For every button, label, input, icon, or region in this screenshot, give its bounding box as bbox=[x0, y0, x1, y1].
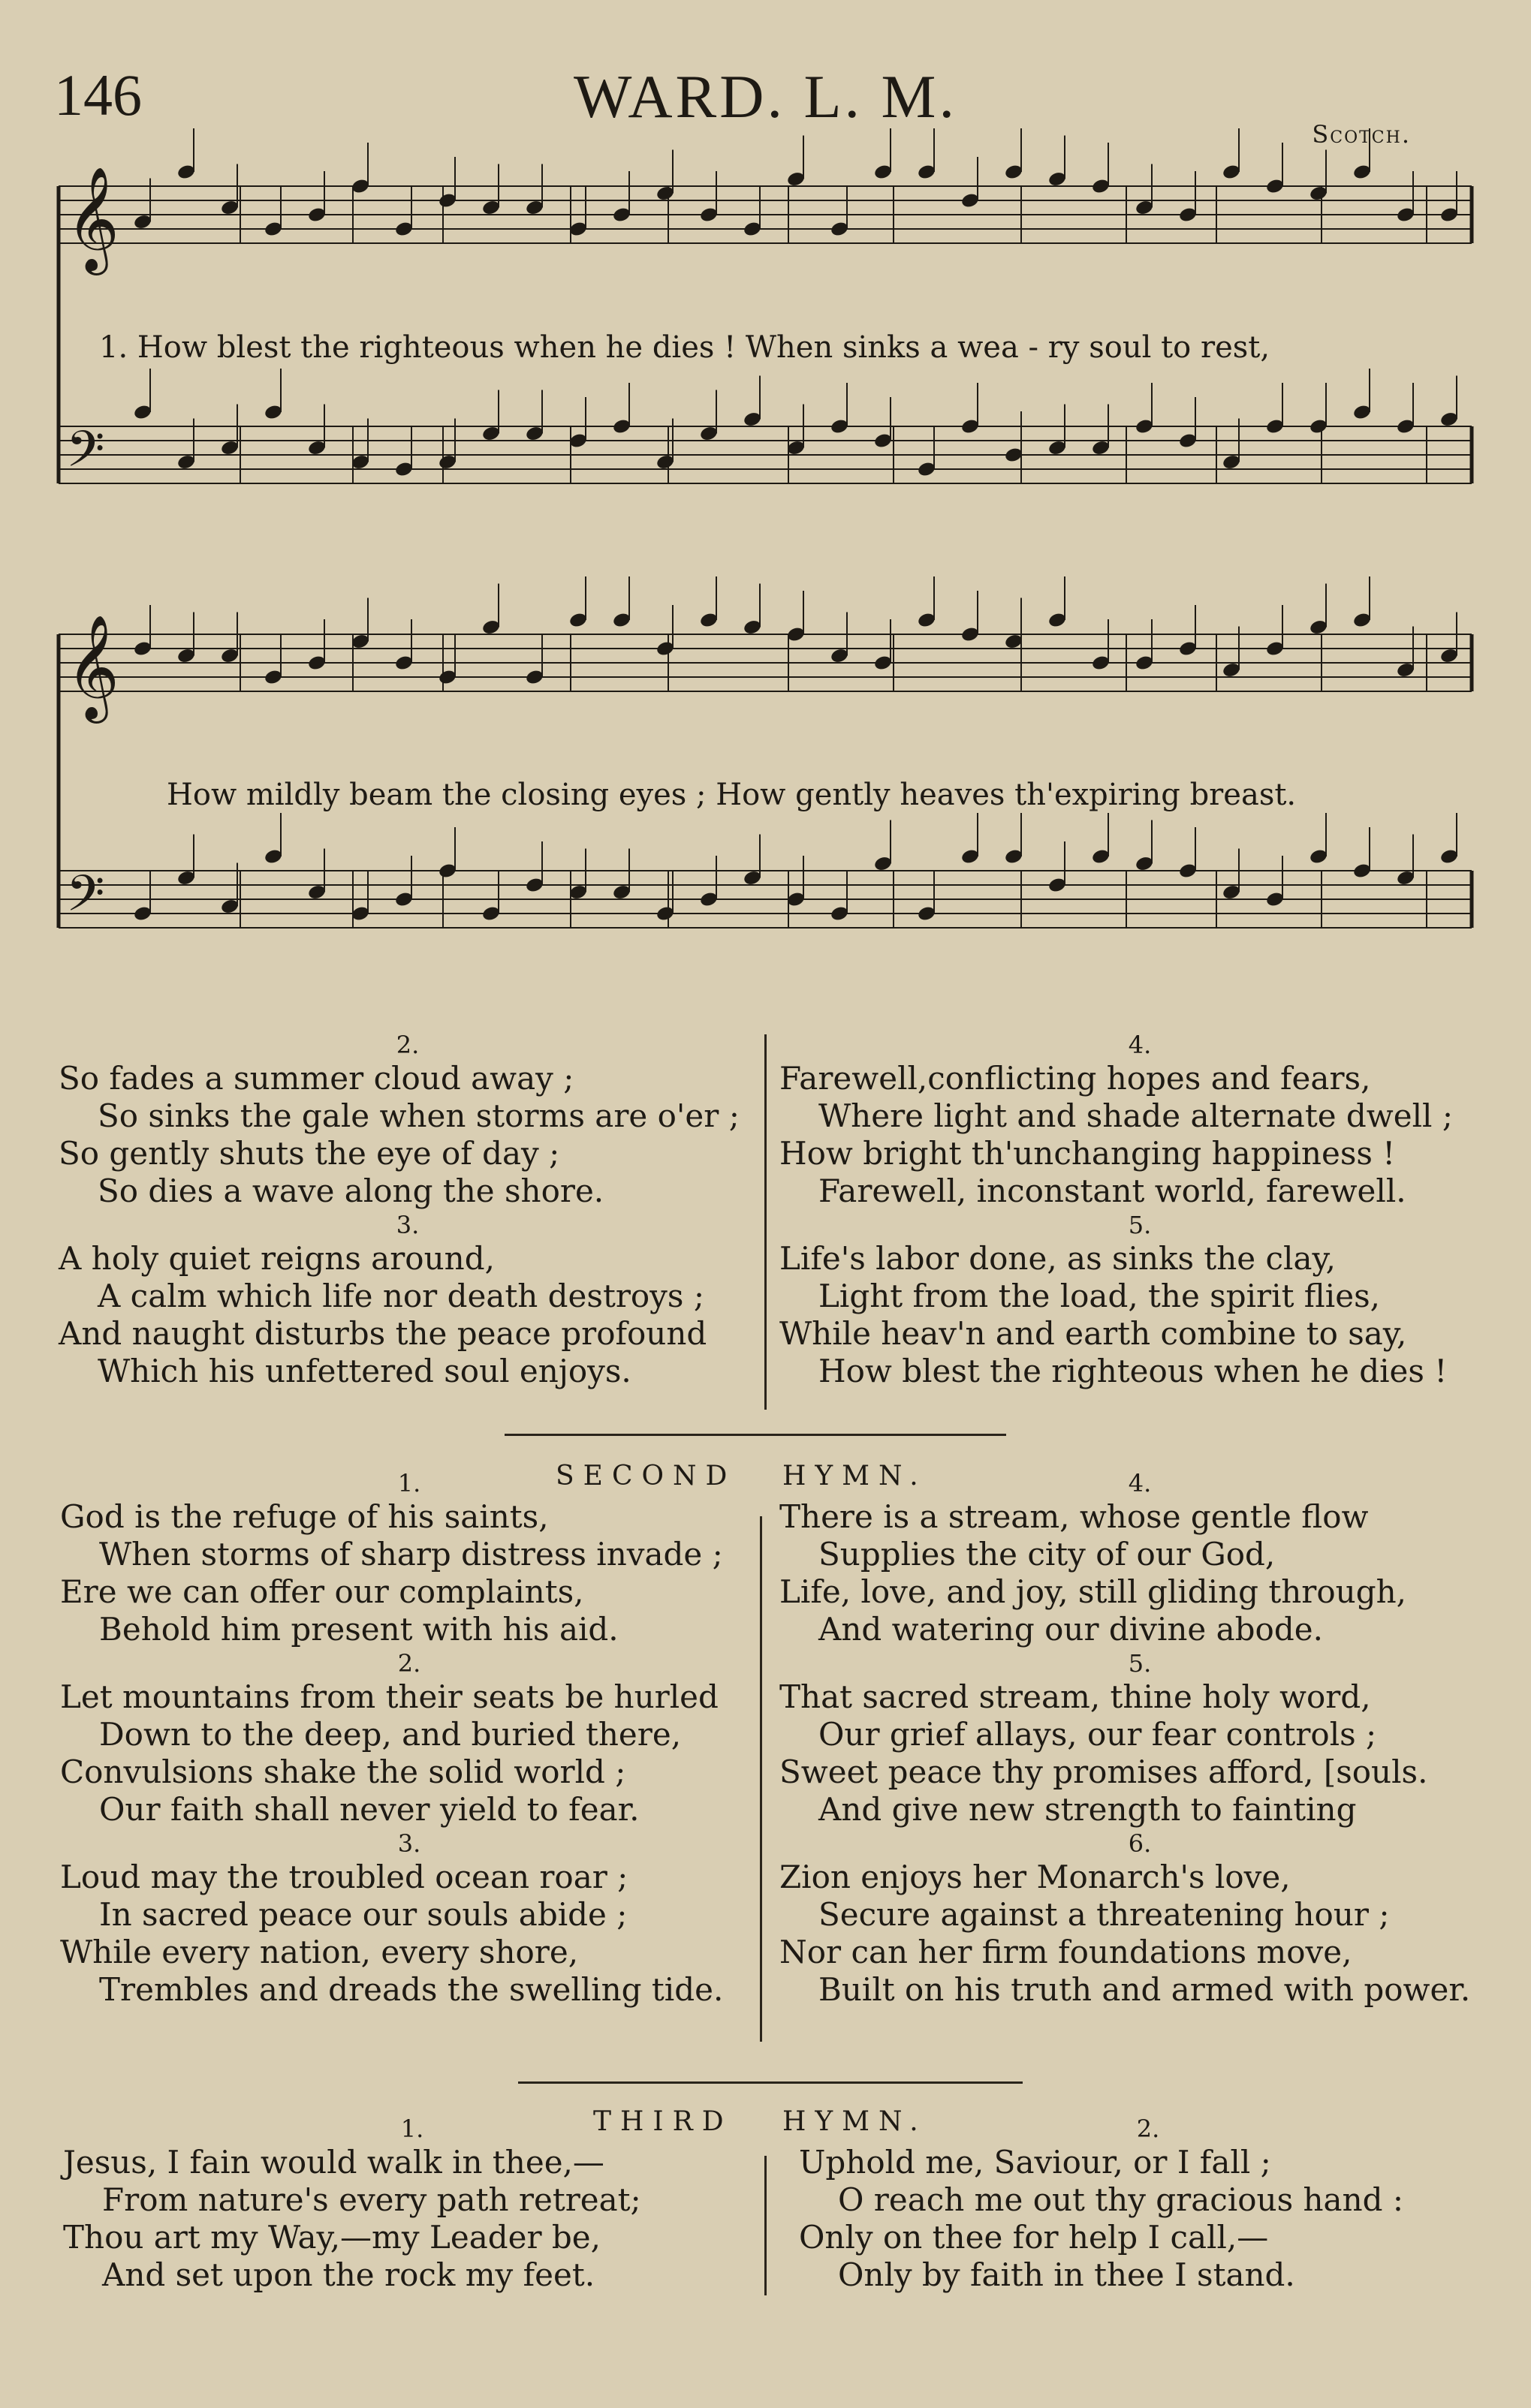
verse-line: Which his unfettered soul enjoys. bbox=[98, 1353, 631, 1389]
verse-number: 1. bbox=[400, 2115, 424, 2143]
verse-number: 3. bbox=[396, 1211, 420, 1239]
verse-line: Zion enjoys her Monarch's love, bbox=[779, 1859, 1291, 1895]
column-divider bbox=[764, 1034, 767, 1410]
verse-line: In sacred peace our souls abide ; bbox=[99, 1896, 628, 1933]
ward-verses-right bbox=[779, 1030, 1500, 1390]
verse-line: Life's labor done, as sinks the clay, bbox=[779, 1240, 1336, 1277]
verse-line: A holy quiet reigns around, bbox=[59, 1240, 495, 1277]
verse-line: Behold him present with his aid. bbox=[99, 1611, 619, 1648]
verse-line: Uphold me, Saviour, or I fall ; bbox=[799, 2144, 1271, 2181]
third-hymn-left bbox=[63, 2114, 761, 2294]
verse-line: Trembles and dreads the swelling tide. bbox=[99, 1971, 724, 2008]
verse-line: Let mountains from their seats be hurled bbox=[60, 1678, 719, 1715]
section-rule bbox=[505, 1434, 1006, 1436]
lyric-line-2: How mildly beam the closing eyes ; How gently heaves th'expiring breast. bbox=[167, 778, 1297, 812]
verse-number: 2. bbox=[1136, 2115, 1160, 2143]
verse-number: 1. bbox=[397, 1469, 421, 1497]
verse-number: 5. bbox=[1128, 1211, 1152, 1239]
verse-line: Only by faith in thee I stand. bbox=[838, 2256, 1295, 2293]
verse-line: Loud may the troubled ocean roar ; bbox=[60, 1859, 628, 1895]
bass-clef: 𝄢 bbox=[66, 420, 105, 490]
tune-origin: Scotch. bbox=[1312, 120, 1411, 149]
verse-line: There is a stream, whose gentle flow bbox=[779, 1498, 1369, 1535]
third-hymn-right bbox=[799, 2114, 1497, 2294]
ward-verses-left bbox=[59, 1030, 757, 1390]
verse-line: God is the refuge of his saints, bbox=[60, 1498, 549, 1535]
verse-line: Convulsions shake the solid world ; bbox=[60, 1753, 626, 1790]
treble-clef: 𝄞 bbox=[66, 167, 119, 271]
verse-number: 2. bbox=[397, 1649, 421, 1678]
verse-line: How bright th'unchanging happiness ! bbox=[779, 1135, 1396, 1172]
verse-line: So fades a summer cloud away ; bbox=[59, 1060, 574, 1097]
column-divider bbox=[764, 2156, 767, 2295]
verse-line: From nature's every path retreat; bbox=[102, 2181, 641, 2218]
verse-line: Farewell, inconstant world, farewell. bbox=[818, 1172, 1406, 1209]
verse-line: And give new strength to fainting bbox=[818, 1791, 1357, 1828]
lyric-line-1: 1. How blest the righteous when he dies ! When sinks a wea - ry soul to rest, bbox=[99, 330, 1270, 365]
verse-line: Nor can her firm foundations move, bbox=[779, 1934, 1352, 1970]
verse-line: While heav'n and earth combine to say, bbox=[779, 1315, 1407, 1352]
verse-number: 6. bbox=[1128, 1829, 1152, 1858]
verse-number: 4. bbox=[1128, 1031, 1152, 1059]
verse-line: Secure against a threatening hour ; bbox=[818, 1896, 1390, 1933]
second-hymn-heading-left: SECOND bbox=[556, 1461, 737, 1491]
verse-line: Supplies the city of our God, bbox=[818, 1536, 1276, 1573]
verse-line: Our grief allays, our fear controls ; bbox=[818, 1716, 1377, 1753]
section-rule bbox=[518, 2081, 1023, 2084]
verse-line: Thou art my Way,—my Leader be, bbox=[63, 2219, 601, 2256]
verse-line: Light from the load, the spirit flies, bbox=[818, 1278, 1381, 1314]
third-hymn-heading-left: THIRD bbox=[593, 2106, 733, 2137]
verse-line: A calm which life nor death destroys ; bbox=[98, 1278, 704, 1314]
verse-line: Down to the deep, and buried there, bbox=[99, 1716, 682, 1753]
verse-line: And set upon the rock my feet. bbox=[102, 2256, 595, 2293]
verse-line: Sweet peace thy promises afford, [souls. bbox=[779, 1753, 1428, 1790]
second-hymn-heading-right: HYMN. bbox=[782, 1461, 927, 1491]
verse-line: And watering our divine abode. bbox=[818, 1611, 1323, 1648]
verse-line: So gently shuts the eye of day ; bbox=[59, 1135, 560, 1172]
verse-number: 2. bbox=[396, 1031, 420, 1059]
second-hymn-right bbox=[779, 1468, 1500, 2009]
verse-line: When storms of sharp distress invade ; bbox=[99, 1536, 723, 1573]
verse-line: Only on thee for help I call,— bbox=[799, 2219, 1269, 2256]
column-divider bbox=[760, 1516, 762, 2042]
music-score bbox=[0, 0, 1531, 1006]
treble-clef: 𝄞 bbox=[66, 615, 119, 719]
bass-clef: 𝄢 bbox=[66, 865, 105, 935]
verse-number: 4. bbox=[1128, 1469, 1152, 1497]
verse-line: And naught disturbs the peace profound bbox=[59, 1315, 707, 1352]
verse-line: Our faith shall never yield to fear. bbox=[99, 1791, 640, 1828]
verse-line: So dies a wave along the shore. bbox=[98, 1172, 604, 1209]
verse-line: How blest the righteous when he dies ! bbox=[818, 1353, 1448, 1389]
verse-line: Life, love, and joy, still gliding through, bbox=[779, 1573, 1406, 1610]
second-hymn-left bbox=[60, 1468, 758, 2009]
verse-line: Jesus, I fain would walk in thee,— bbox=[63, 2144, 604, 2181]
verse-number: 5. bbox=[1128, 1649, 1152, 1678]
page-number: 146 bbox=[54, 62, 142, 128]
verse-line: Built on his truth and armed with power. bbox=[818, 1971, 1471, 2008]
verse-line: That sacred stream, thine holy word, bbox=[779, 1678, 1371, 1715]
third-hymn-heading-right: HYMN. bbox=[782, 2106, 927, 2137]
verse-line: So sinks the gale when storms are o'er ; bbox=[98, 1097, 740, 1134]
verse-line: O reach me out thy gracious hand : bbox=[838, 2181, 1404, 2218]
verse-line: Where light and shade alternate dwell ; bbox=[818, 1097, 1453, 1134]
verse-number: 3. bbox=[397, 1829, 421, 1858]
verse-line: Farewell,conflicting hopes and fears, bbox=[779, 1060, 1371, 1097]
verse-line: While every nation, every shore, bbox=[60, 1934, 579, 1970]
verse-line: Ere we can offer our complaints, bbox=[60, 1573, 584, 1610]
hymn-title: WARD. L. M. bbox=[574, 62, 957, 131]
